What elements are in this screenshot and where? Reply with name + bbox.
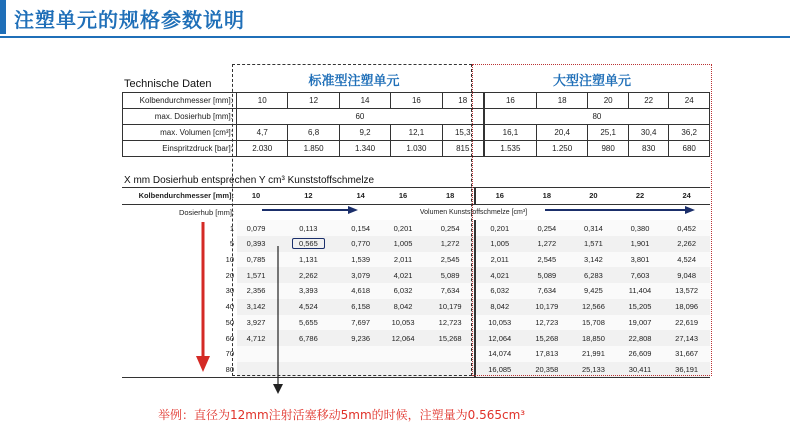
row-label: Kolbendurchmesser [mm]: — [123, 93, 237, 109]
table-cell: 7,634 — [524, 283, 571, 299]
row-label: Einspritzdruck [bar]: — [123, 141, 237, 157]
table-cell: 8,042 — [380, 299, 427, 315]
table-cell: 5,089 — [426, 267, 475, 283]
arrow-right-icon — [262, 206, 358, 214]
volume-label: Volumen Kunststoffschmelze [cm³] — [419, 209, 528, 217]
table-cell: 27,143 — [663, 330, 710, 346]
table-cell: 0,452 — [663, 220, 710, 236]
table-cell: 7,697 — [342, 315, 380, 331]
table-cell: 16,1 — [484, 125, 537, 141]
header-divider — [0, 36, 790, 38]
highlighted-value: 0,565 — [292, 238, 325, 249]
table-cell: 2,545 — [524, 252, 571, 268]
table-cell: 16 — [391, 93, 442, 109]
table-cell: 0,254 — [524, 220, 571, 236]
column-header: 16 — [475, 188, 524, 205]
table-cell: 3,142 — [570, 252, 617, 268]
table-cell: 5,655 — [275, 315, 342, 331]
table-cell: 2,011 — [475, 252, 524, 268]
table-cell: 10,053 — [380, 315, 427, 331]
table-cell: 0,154 — [342, 220, 380, 236]
large-unit-outline — [472, 64, 712, 376]
table-cell: 22 — [628, 93, 669, 109]
table-cell: 815 — [442, 141, 484, 157]
table-cell: 4,618 — [342, 283, 380, 299]
row-label: 20 — [225, 270, 234, 280]
table-cell: 10 — [237, 93, 288, 109]
table-cell: 4,524 — [663, 252, 710, 268]
table-cell: 14 — [339, 93, 390, 109]
row-label: Kolbendurchmesser [mm]: — [122, 188, 237, 205]
column-header: 18 — [524, 188, 571, 205]
table-cell: 12,723 — [426, 315, 475, 331]
table-cell: 0,079 — [237, 220, 275, 236]
table-cell: 18 — [536, 93, 587, 109]
row-label: max. Dosierhub [mm]: — [123, 109, 237, 125]
table-cell: 3,142 — [237, 299, 275, 315]
table-cell: 6,158 — [342, 299, 380, 315]
table-cell: 1.250 — [536, 141, 587, 157]
table-cell: 9,048 — [663, 267, 710, 283]
table-cell: 24 — [669, 93, 710, 109]
table-cell: 1,272 — [426, 236, 475, 252]
table-cell: 4,712 — [237, 330, 275, 346]
arrow-down-icon — [272, 246, 284, 396]
table-cell: 20,4 — [536, 125, 587, 141]
example-note: 举例：直径为12mm注射活塞移动5mm的时候，注塑量为0.565cm³ — [158, 408, 526, 422]
row-label: 30 — [225, 286, 234, 296]
table-cell: 25,133 — [570, 362, 617, 378]
table-cell: 2,356 — [237, 283, 275, 299]
table-cell: 9,236 — [342, 330, 380, 346]
table-cell: 8,042 — [475, 299, 524, 315]
row-label: 40 — [225, 302, 234, 312]
table-cell: 6,032 — [475, 283, 524, 299]
column-header: 12 — [275, 188, 342, 205]
table-cell: 10,179 — [426, 299, 475, 315]
table-cell: 2,262 — [275, 267, 342, 283]
table-cell: 2,545 — [426, 252, 475, 268]
table-cell: 1.340 — [339, 141, 390, 157]
table-cell: 9,2 — [339, 125, 390, 141]
table-cell: 5,089 — [524, 267, 571, 283]
table-cell: 18,096 — [663, 299, 710, 315]
row-label: 70 — [225, 349, 234, 359]
table-cell: 3,079 — [342, 267, 380, 283]
table-cell: 12 — [288, 93, 339, 109]
table-cell: 31,667 — [663, 346, 710, 362]
group-title-large: 大型注塑单元 — [552, 74, 631, 89]
table-cell: 680 — [669, 141, 710, 157]
table-cell: 1,539 — [342, 252, 380, 268]
table-cell: 0,201 — [475, 220, 524, 236]
table-cell: 7,634 — [426, 283, 475, 299]
row-label: 10 — [225, 255, 234, 265]
table-cell: 4,7 — [237, 125, 288, 141]
table-cell: 80 — [484, 109, 710, 125]
arrow-right-icon — [545, 206, 695, 214]
table-cell: 6,032 — [380, 283, 427, 299]
column-header: 18 — [426, 188, 475, 205]
table-cell: 12,566 — [570, 299, 617, 315]
column-header: 10 — [237, 188, 275, 205]
tech-data-title: Technische Daten — [124, 78, 212, 90]
table-cell: 19,007 — [617, 315, 664, 331]
table-cell: 1,131 — [275, 252, 342, 268]
table-cell: 15,205 — [617, 299, 664, 315]
column-header: 16 — [380, 188, 427, 205]
row-label: Dosierhub [mm]: — [178, 208, 234, 218]
table-cell: 14,074 — [475, 346, 524, 362]
table-cell: 0,393 — [237, 236, 275, 252]
table-cell: 15,3 — [442, 125, 484, 141]
table-cell: 6,283 — [570, 267, 617, 283]
row-label: 60 — [225, 333, 234, 343]
table-cell: 1,005 — [380, 236, 427, 252]
table-cell: 22,619 — [663, 315, 710, 331]
table-cell: 3,927 — [237, 315, 275, 331]
table-cell: 15,708 — [570, 315, 617, 331]
table-cell: 1.535 — [484, 141, 537, 157]
table-cell: 18,850 — [570, 330, 617, 346]
table-cell: 0,113 — [275, 220, 342, 236]
table-cell: 12,064 — [380, 330, 427, 346]
table-cell: 2.030 — [237, 141, 288, 157]
dosier-table-title: X mm Dosierhub entsprechen Y cm³ Kunststoffschmelze — [124, 175, 375, 186]
table-cell: 1,571 — [570, 236, 617, 252]
table-cell: 1.030 — [391, 141, 442, 157]
table-cell: 20,358 — [524, 362, 571, 378]
column-header: 14 — [342, 188, 380, 205]
arrow-down-icon — [196, 222, 210, 372]
table-cell: 12,1 — [391, 125, 442, 141]
table-cell: 21,991 — [570, 346, 617, 362]
table-cell: 17,813 — [524, 346, 571, 362]
table-cell: 25,1 — [588, 125, 629, 141]
group-title-standard: 标准型注塑单元 — [308, 74, 400, 89]
table-cell: 22,808 — [617, 330, 664, 346]
table-cell: 1,272 — [524, 236, 571, 252]
table-cell: 2,011 — [380, 252, 427, 268]
table-cell: 1,005 — [475, 236, 524, 252]
table-cell: 0,314 — [570, 220, 617, 236]
table-cell: 9,425 — [570, 283, 617, 299]
table-cell: 1,901 — [617, 236, 664, 252]
table-cell: 26,609 — [617, 346, 664, 362]
table-cell: 3,393 — [275, 283, 342, 299]
table-cell: 11,404 — [617, 283, 664, 299]
table-cell: 7,603 — [617, 267, 664, 283]
table-cell: 0,254 — [426, 220, 475, 236]
table-cell: 10,053 — [475, 315, 524, 331]
table-cell: 1.850 — [288, 141, 339, 157]
table-cell: 16,085 — [475, 362, 524, 378]
table-cell: 3,801 — [617, 252, 664, 268]
standard-unit-outline — [232, 64, 472, 376]
column-header: 20 — [570, 188, 617, 205]
table-cell: 15,268 — [426, 330, 475, 346]
table-cell: 0,380 — [617, 220, 664, 236]
column-header: 24 — [663, 188, 710, 205]
table-cell: 6,8 — [288, 125, 339, 141]
table-cell: 12,723 — [524, 315, 571, 331]
row-label: 5 — [229, 239, 234, 249]
table-cell: 4,524 — [275, 299, 342, 315]
table-cell: 30,411 — [617, 362, 664, 378]
header-accent-bar — [0, 0, 6, 34]
slide-title: 注塑单元的规格参数说明 — [14, 8, 245, 32]
table-cell: 0,201 — [380, 220, 427, 236]
table-cell: 0,770 — [342, 236, 380, 252]
table-cell: 0,785 — [237, 252, 275, 268]
row-label: 80 — [122, 362, 237, 378]
table-cell: 20 — [588, 93, 629, 109]
table-cell: 60 — [237, 109, 484, 125]
table-cell: 830 — [628, 141, 669, 157]
table-cell: 36,2 — [669, 125, 710, 141]
table-cell: 10,179 — [524, 299, 571, 315]
row-label: max. Volumen [cm³]: — [123, 125, 237, 141]
table-cell: 1,571 — [237, 267, 275, 283]
table-cell: 16 — [484, 93, 537, 109]
table-cell: 12,064 — [475, 330, 524, 346]
table-cell: 30,4 — [628, 125, 669, 141]
table-cell: 36,191 — [663, 362, 710, 378]
table-cell: 15,268 — [524, 330, 571, 346]
table-cell: 13,572 — [663, 283, 710, 299]
table-cell: 4,021 — [475, 267, 524, 283]
table-cell: 6,786 — [275, 330, 342, 346]
row-label: 50 — [225, 317, 234, 327]
table-cell: 2,262 — [663, 236, 710, 252]
row-label: 1 — [229, 223, 234, 233]
column-header: 22 — [617, 188, 664, 205]
table-cell: 4,021 — [380, 267, 427, 283]
table-cell: 18 — [442, 93, 484, 109]
table-cell: 980 — [588, 141, 629, 157]
